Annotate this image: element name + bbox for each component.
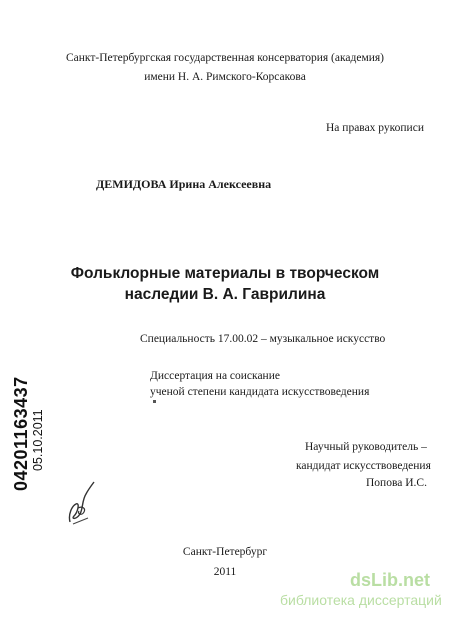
library-stamp-date: 05.10.2011: [31, 409, 45, 471]
handwritten-signature-icon: [64, 478, 98, 528]
advisor-degree: кандидат искусствоведения: [296, 460, 431, 472]
dissertation-title-line-1: Фольклорные материалы в творческом: [70, 265, 380, 282]
dissertation-title-line-2: наследии В. А. Гаврилина: [124, 286, 326, 303]
watermark-logo: dsLib.net: [350, 570, 430, 590]
dissertation-type-line-2: ученой степени кандидата искусствоведения: [150, 386, 370, 398]
institution-line-2: имени Н. А. Римского-Корсакова: [144, 71, 306, 83]
manuscript-rights-note: На правах рукописи: [326, 122, 424, 134]
scan-speck: [153, 400, 156, 403]
specialty-line: Специальность 17.00.02 – музыкальное искусство: [140, 333, 386, 345]
advisor-name: Попова И.С.: [366, 477, 427, 489]
watermark: [278, 570, 448, 614]
publication-city: Санкт-Петербург: [182, 546, 268, 558]
institution-line-1: Санкт-Петербургская государственная консерватория (академия): [66, 52, 384, 64]
watermark-tagline: библиотека диссертаций: [280, 592, 442, 608]
advisor-role: Научный руководитель –: [305, 441, 427, 453]
author-name: ДЕМИДОВА Ирина Алексеевна: [96, 177, 272, 191]
library-stamp-number: 04201163437: [11, 376, 31, 491]
publication-year: 2011: [213, 566, 237, 578]
dissertation-type-line-1: Диссертация на соискание: [150, 370, 280, 382]
